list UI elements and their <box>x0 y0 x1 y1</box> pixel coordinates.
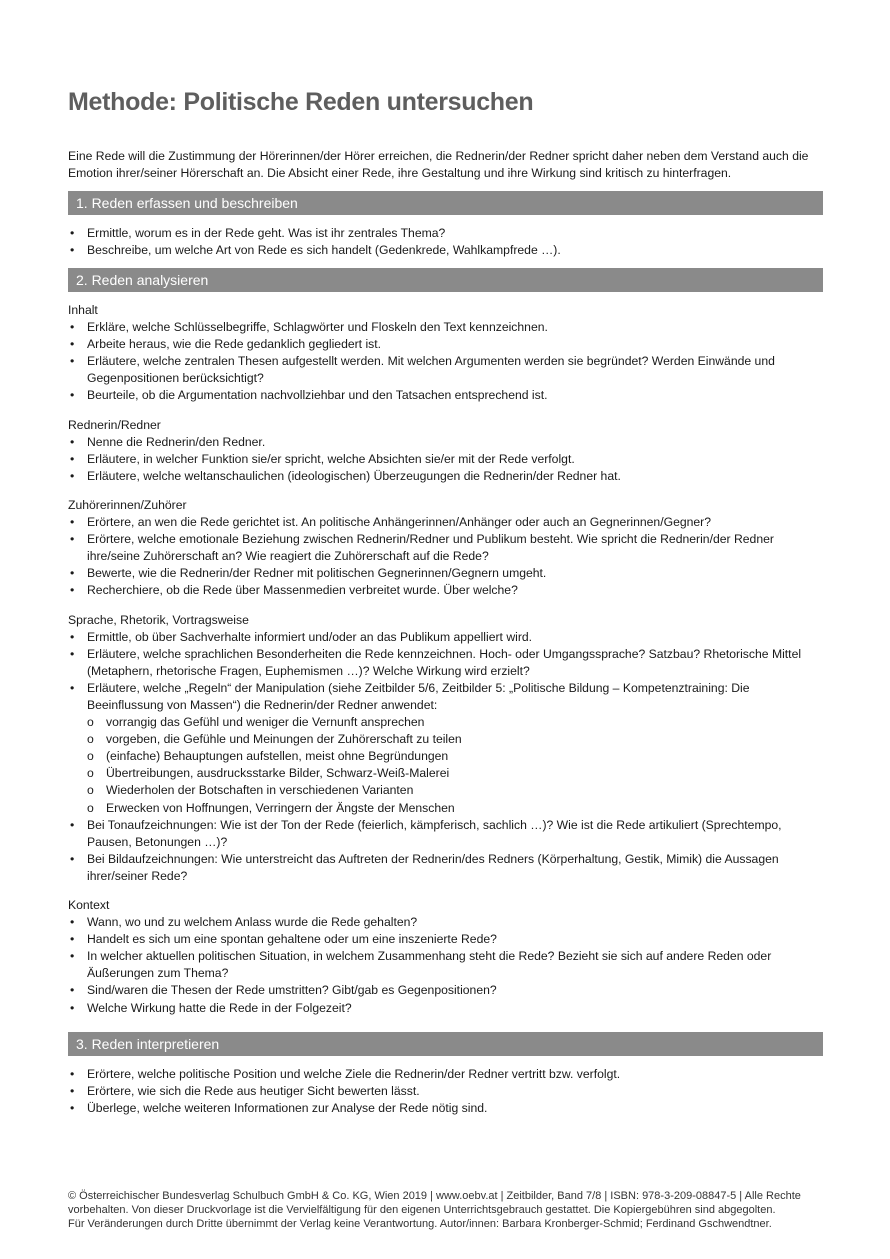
list-item: • Welche Wirkung hatte die Rede in der Folgezeit? <box>68 1000 823 1017</box>
inhalt-list <box>68 319 823 404</box>
list-item: • Nenne die Rednerin/den Redner. <box>68 434 823 451</box>
list-item: • Bei Tonaufzeichnungen: Wie ist der Ton der Rede (feierlich, kämpferisch, sachlich …)? Wie ist die Rede artikuliert (Sprechtempo, Pausen, Betonungen …)? <box>68 817 823 851</box>
section-3-content <box>68 1066 823 1117</box>
list-item: • Wann, wo und zu welchem Anlass wurde die Rede gehalten? <box>68 914 823 931</box>
manipulation-rules-list <box>68 714 823 817</box>
section-2-content <box>68 302 823 1017</box>
list-item: • Beurteile, ob die Argumentation nachvollziehbar und den Tatsachen entsprechend ist. <box>68 387 823 404</box>
list-item: • Sind/waren die Thesen der Rede umstritten? Gibt/gab es Gegenpositionen? <box>68 982 823 999</box>
list-item: • Erkläre, welche Schlüsselbegriffe, Schlagwörter und Floskeln den Text kennzeichnen. <box>68 319 823 336</box>
list-item: • Bei Bildaufzeichnungen: Wie unterstreicht das Auftreten der Rednerin/des Redners (Körperhaltung, Gestik, Mimik) die Aussagen ihrer/seiner Rede? <box>68 851 823 885</box>
list-item: • Überlege, welche weiteren Informationen zur Analyse der Rede nötig sind. <box>68 1100 823 1117</box>
section-1-heading: 1. Reden erfassen und beschreiben <box>68 191 823 215</box>
section-1-list <box>68 225 823 259</box>
list-item: • Erörtere, welche emotionale Beziehung zwischen Rednerin/Redner und Publikum besteht. Wie spricht die Rednerin/der Redner ihre/seine Zuhörerschaft an? Wie reagiert die Zuhörerschaft auf die Rede? <box>68 531 823 565</box>
sub-list-item: o Erwecken von Hoffnungen, Verringern der Ängste der Menschen <box>68 800 823 817</box>
section-1-content <box>68 225 823 259</box>
redner-list <box>68 434 823 485</box>
footer-line: © Österreichischer Bundesverlag Schulbuch GmbH & Co. KG, Wien 2019 | www.oebv.at | Zeitbilder, Band 7/8 | ISBN: 978-3-209-08847-5 | Alle Rechte <box>68 1190 801 1202</box>
subheading-kontext: Kontext <box>68 898 110 912</box>
list-item: • Erörtere, wie sich die Rede aus heutiger Sicht bewerten lässt. <box>68 1083 823 1100</box>
footer-line: vorbehalten. Von dieser Druckvorlage ist die Vervielfältigung für den eigenen Unterrichtsgebrauch gestattet. Die Kopiergebühren sind abgegolten. <box>68 1204 776 1216</box>
sub-list-item: o vorrangig das Gefühl und weniger die Vernunft ansprechen <box>68 714 823 731</box>
kontext-list <box>68 914 823 1017</box>
sub-list-item: o Übertreibungen, ausdrucksstarke Bilder, Schwarz-Weiß-Malerei <box>68 765 823 782</box>
sub-list-item: o Wiederholen der Botschaften in verschiedenen Varianten <box>68 782 823 799</box>
list-item: • Erläutere, in welcher Funktion sie/er spricht, welche Absichten sie/er mit der Rede verfolgt. <box>68 451 823 468</box>
subheading-zuhoerer: Zuhörerinnen/Zuhörer <box>68 497 187 512</box>
list-item: • Erläutere, welche zentralen Thesen aufgestellt werden. Mit welchen Argumenten werden sie begründet? Werden Einwände und Gegenpositionen berücksichtigt? <box>68 353 823 387</box>
list-item: • Beschreibe, um welche Art von Rede es sich handelt (Gedenkrede, Wahlkampfrede …). <box>68 242 823 259</box>
zuhoerer-list <box>68 514 823 599</box>
copyright-footer <box>68 1189 828 1231</box>
list-item: • Erörtere, an wen die Rede gerichtet ist. An politische Anhängerinnen/Anhänger oder auch an Gegnerinnen/Gegner? <box>68 514 823 531</box>
list-item: • Erörtere, welche politische Position und welche Ziele die Rednerin/der Redner vertritt bzw. verfolgt. <box>68 1066 823 1083</box>
list-item: • Handelt es sich um eine spontan gehaltene oder um eine inszenierte Rede? <box>68 931 823 948</box>
list-item: • Erläutere, welche „Regeln“ der Manipulation (siehe Zeitbilder 5/6, Zeitbilder 5: „Politische Bildung – Kompetenztraining: Die Beeinflussung von Massen“) die Rednerin/der Redner anwendet: <box>68 680 823 714</box>
list-item: • Ermittle, ob über Sachverhalte informiert und/oder an das Publikum appelliert wird. <box>68 629 823 646</box>
sprache-list-continued <box>68 817 823 885</box>
intro-paragraph: Eine Rede will die Zustimmung der Hörerinnen/der Hörer erreichen, die Rednerin/der Redner spricht daher neben dem Verstand auch die Emotion ihrer/seiner Hörerschaft an. Die Absicht einer Rede, ihre Gestaltung und ihre Wirkung sind kritisch zu hinterfragen. <box>68 149 809 180</box>
subheading-redner: Rednerin/Redner <box>68 417 161 432</box>
section-3-heading: 3. Reden interpretieren <box>68 1032 823 1056</box>
subheading-inhalt: Inhalt <box>68 303 98 317</box>
list-item: • Erläutere, welche sprachlichen Besonderheiten die Rede kennzeichnen. Hoch- oder Umgangssprache? Satzbau? Rhetorische Mittel (Metaphern, rhetorische Fragen, Euphemismen …)? Welche Wirkung wird erzielt? <box>68 646 823 680</box>
list-item: • Ermittle, worum es in der Rede geht. Was ist ihr zentrales Thema? <box>68 225 823 242</box>
section-3-list <box>68 1066 823 1117</box>
list-item: • Bewerte, wie die Rednerin/der Redner mit politischen Gegnerinnen/Gegnern umgeht. <box>68 565 823 582</box>
list-item: • Arbeite heraus, wie die Rede gedanklich gegliedert ist. <box>68 336 823 353</box>
list-item: • In welcher aktuellen politischen Situation, in welchem Zusammenhang steht die Rede? Bezieht sie sich auf andere Reden oder Äußerungen zum Thema? <box>68 948 823 982</box>
section-2-heading: 2. Reden analysieren <box>68 268 823 292</box>
list-item: • Recherchiere, ob die Rede über Massenmedien verbreitet wurde. Über welche? <box>68 582 823 599</box>
subheading-sprache: Sprache, Rhetorik, Vortragsweise <box>68 612 249 627</box>
footer-line: Für Veränderungen durch Dritte übernimmt der Verlag keine Verantwortung. Autor/innen: Barbara Kronberger-Schmid; Ferdinand Gschwendtner. <box>68 1218 772 1230</box>
page-title: Methode: Politische Reden untersuchen <box>68 88 534 116</box>
list-item: • Erläutere, welche weltanschaulichen (ideologischen) Überzeugungen die Rednerin/der Redner hat. <box>68 468 823 485</box>
sub-list-item: o (einfache) Behauptungen aufstellen, meist ohne Begründungen <box>68 748 823 765</box>
sub-list-item: o vorgeben, die Gefühle und Meinungen der Zuhörerschaft zu teilen <box>68 731 823 748</box>
sprache-list <box>68 629 823 714</box>
